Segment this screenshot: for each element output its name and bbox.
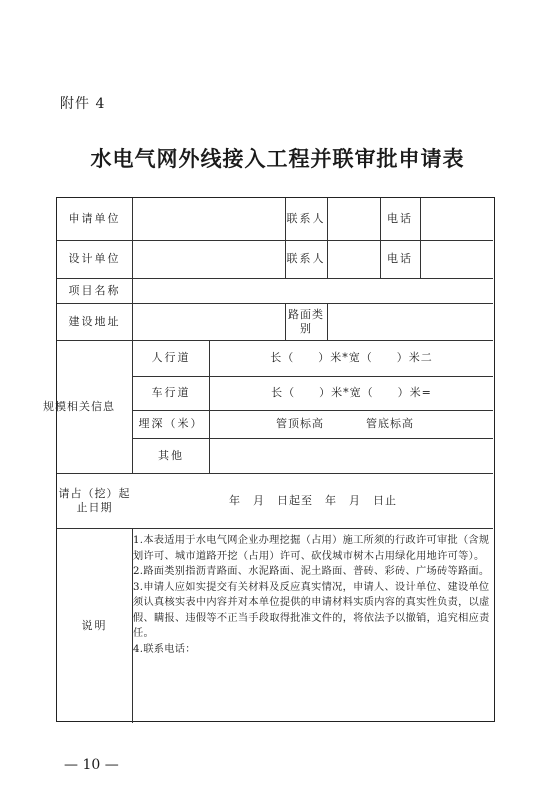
note-item: 1.本表适用于水电气网企业办理挖掘（占用）施工所须的行政许可审批（含规划许可、城市道路开挖（占用）许可、砍伐城市树木占用绿化用地许可等）。 [133, 535, 490, 562]
road-type-label [285, 303, 327, 340]
pipe-bottom-label[interactable]: 管底标高 [366, 417, 414, 430]
page-number: — 10 — [64, 757, 119, 773]
construction-address-field[interactable] [133, 303, 285, 340]
project-name-field[interactable] [133, 278, 493, 303]
applicant-unit-label: 申请单位 [68, 212, 121, 225]
phone-label-1: 电话 [387, 212, 413, 225]
sidewalk-label: 人行道 [151, 351, 191, 364]
note-item: 4.联系电话： [133, 643, 196, 655]
attachment-label: 附件 4 [60, 96, 106, 112]
application-form [43, 197, 495, 722]
pipe-top-label[interactable]: 管顶标高 [276, 417, 324, 430]
note-item: 2.路面类别指沥青路面、水泥路面、泥土路面、普砖、彩砖、广场砖等路面。 [133, 566, 490, 577]
notes-label: 说明 [81, 618, 108, 632]
roadway-label: 车行道 [151, 386, 191, 399]
other-label: 其他 [158, 448, 184, 462]
contact-label-2: 联系人 [286, 252, 326, 265]
road-type-field[interactable] [328, 303, 493, 340]
design-unit-label: 设计单位 [68, 252, 121, 265]
note-item: 3.申请人应如实提交有关材料及反应真实情况，申请人、设计单位、建设单位须认真核实表中内容并对本单位提供的申请材料实质内容的真实性负责，以虚假、瞒报、违假等不正当手段取得批准文件的，将依法予以撤销，追究相应责任。 [133, 581, 490, 639]
scale-info-label: 规模相关信息 [43, 399, 115, 413]
roadway-spec[interactable]: 长（ ）米*宽（ ）米= [271, 386, 432, 399]
road-type-label-line2: 别 [300, 321, 312, 335]
contact-field-2[interactable] [328, 240, 380, 278]
occupy-period-label [57, 473, 132, 528]
sidewalk-spec[interactable]: 长（ ）米*宽（ ）米二 [270, 351, 433, 364]
occupy-period-label-line2: 止日期 [76, 500, 113, 514]
phone-label-2: 电话 [387, 252, 413, 265]
road-type-label-line1: 路面类 [288, 307, 324, 321]
design-unit-field[interactable] [133, 240, 285, 278]
other-field[interactable] [210, 438, 493, 473]
occupy-period-field[interactable]: 年 月 日起至 年 月 日止 [229, 493, 397, 507]
construction-address-label: 建设地址 [68, 314, 121, 328]
project-name-label: 项目名称 [68, 283, 121, 297]
applicant-unit-field[interactable] [133, 198, 285, 240]
notes-content [133, 533, 495, 657]
buried-depth-label: 埋深（米） [138, 417, 204, 430]
contact-label-1: 联系人 [286, 212, 326, 225]
phone-field-2[interactable] [421, 240, 493, 278]
phone-field-1[interactable] [421, 198, 493, 240]
occupy-period-label-line1: 请占（挖）起 [58, 486, 131, 500]
contact-field-1[interactable] [328, 198, 380, 240]
page-title: 水电气网外线接入工程并联审批申请表 [90, 147, 465, 171]
